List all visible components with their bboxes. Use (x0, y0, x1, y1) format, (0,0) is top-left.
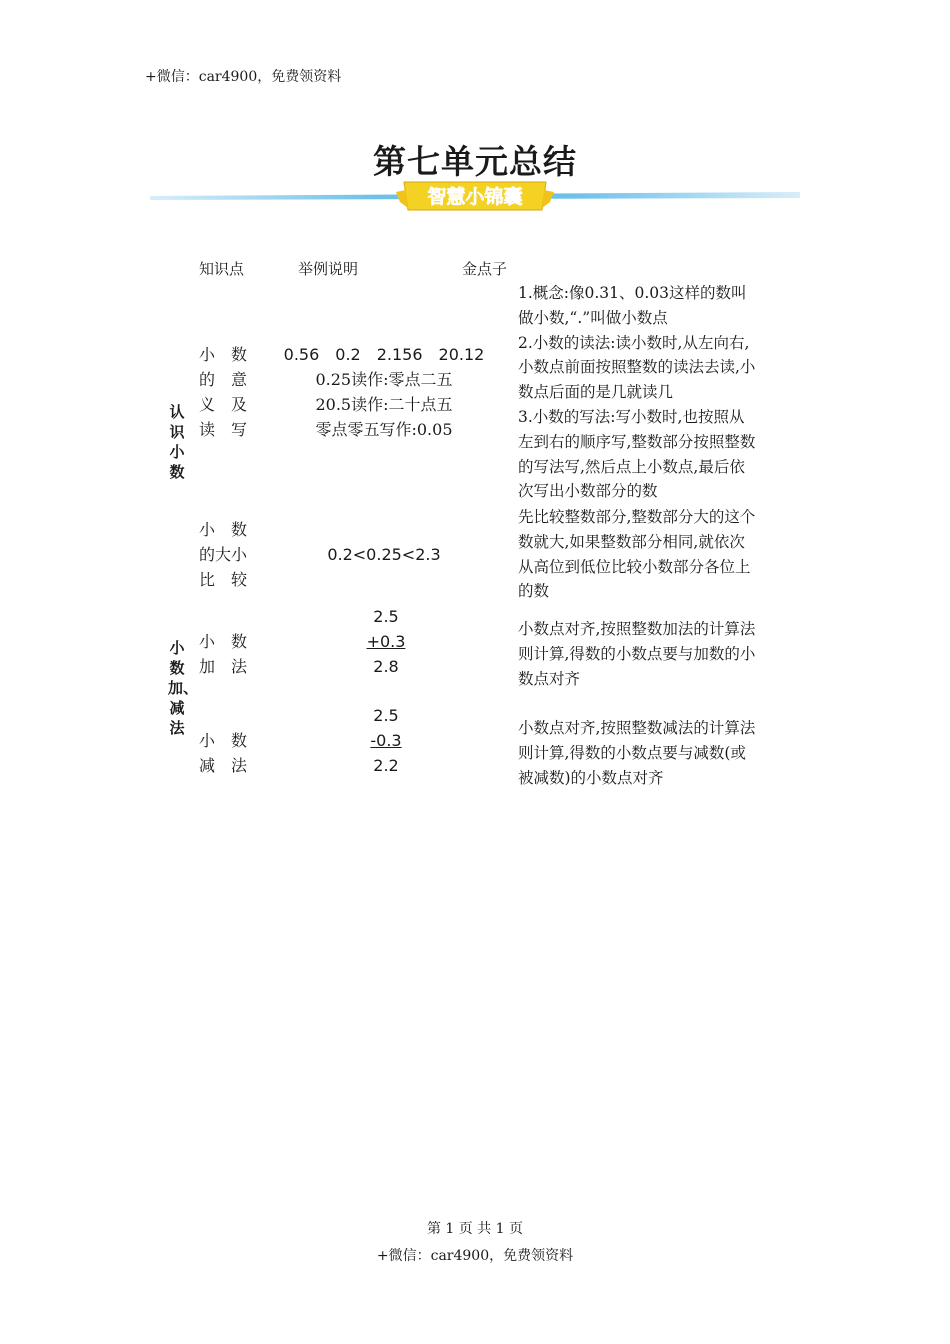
banner (150, 178, 800, 214)
column-header-tips: 金点子 (462, 260, 508, 278)
page-title: 第七单元总结 (373, 142, 577, 181)
header-note: +微信：car4900，免费领资料 (145, 69, 342, 85)
category-compare-size: 小 数 的大小 比 较 (199, 520, 248, 589)
tip-compare: 先比较整数部分,整数部分大的这个 数就大,如果整数部分相同,就依次 从高位到低位比较小数部分各位上 的数 (518, 508, 756, 601)
section-label-decimal-add-subtract: 小数加、减法 (168, 639, 199, 737)
category-decimal-addition: 小 数 加 法 (199, 632, 248, 676)
tip-subtraction: 小数点对齐,按照整数减法的计算法 则计算,得数的小数点要与减数(或 被减数)的小数点对齐 (518, 719, 756, 787)
page-number: 第 1 页 共 1 页 (426, 1221, 524, 1237)
category-decimal-subtraction: 小 数 减 法 (199, 731, 248, 775)
banner-label: 智慧小锦囊 (427, 186, 523, 208)
example-subtraction: 2.5 -0.3 2.2 (370, 706, 402, 775)
column-header-example: 举例说明 (298, 260, 359, 278)
section-label-recognize-decimals: 认识小数 (169, 403, 185, 481)
category-meaning-reading-writing: 小 数 的 意 义 及 读 写 (199, 345, 248, 439)
example-addition: 2.5 +0.3 2.8 (366, 607, 406, 676)
tip-meaning: 1.概念:像0.31、0.03这样的数叫 做小数,“.”叫做小数点 2.小数的读法:读小数时,从左向右, 小数点前面按照整数的读法去读,小 数点后面的是几就读几 3.小数的写法:写小数时,也按照从 左到右的顺序写,整数部分按照整数 的写法写,然后点上小数点,最后依 次写出小数部分的数 (518, 284, 756, 501)
column-header-knowledge: 知识点 (199, 260, 245, 278)
footer-note: +微信：car4900，免费领资料 (376, 1248, 574, 1264)
tip-addition: 小数点对齐,按照整数加法的计算法 则计算,得数的小数点要与加数的小 数点对齐 (518, 620, 756, 688)
example-compare: 0.2<0.25<2.3 (327, 545, 441, 564)
example-meaning: 0.56 0.2 2.156 20.12 0.25读作:零点二五 20.5读作:二十点五 零点零五写作:0.05 (283, 345, 485, 439)
